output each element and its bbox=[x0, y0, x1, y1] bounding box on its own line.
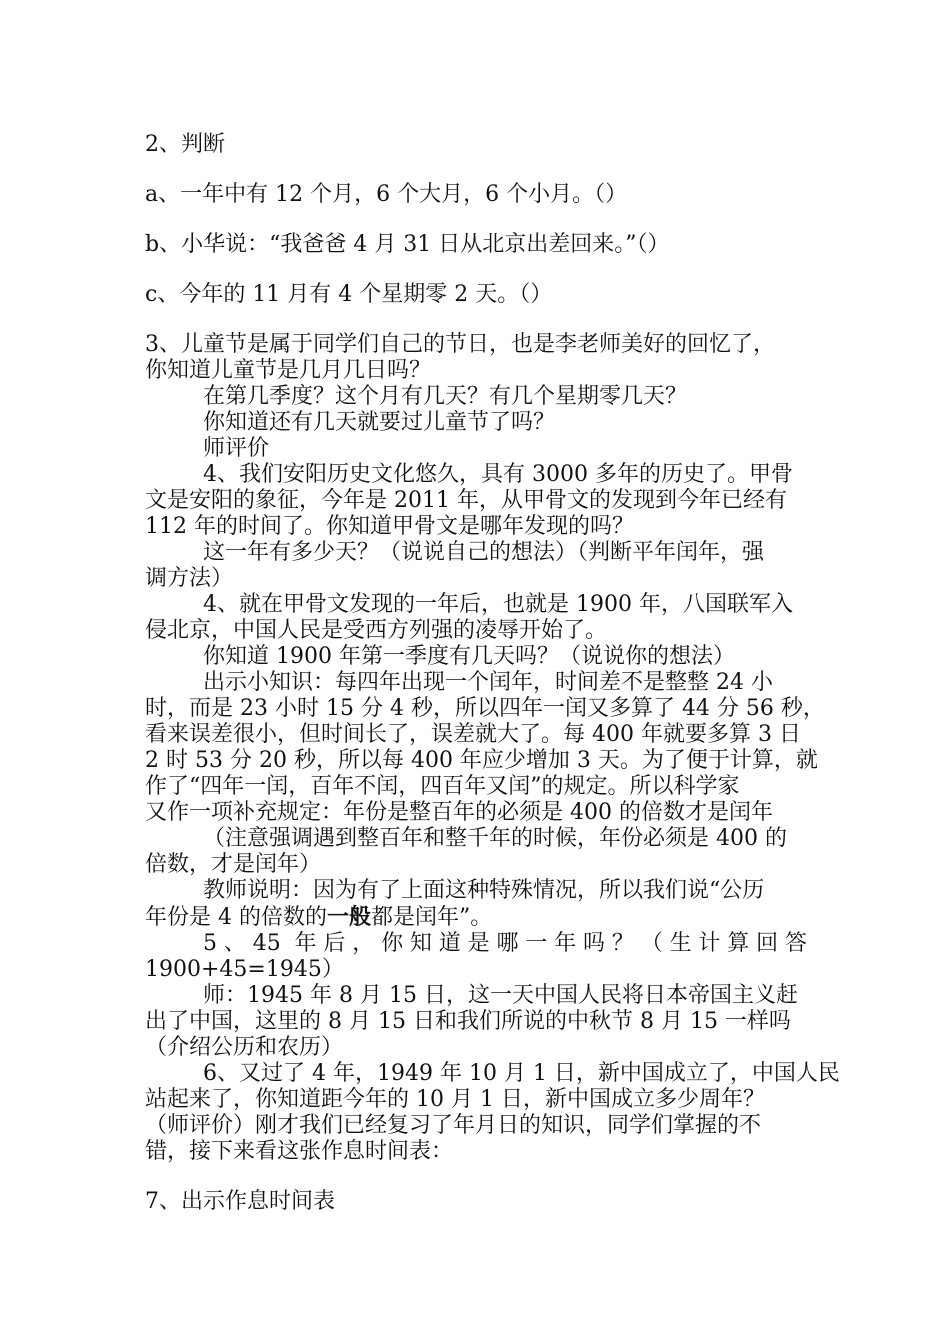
text-line: 倍数，才是闰年） bbox=[145, 852, 322, 877]
teacher-note bbox=[145, 436, 807, 462]
text-line: 作了“四年一闰，百年不闰，四百年又闰”的规定。所以科学家 bbox=[145, 774, 740, 799]
text-line: 站起来了，你知道距今年的 10 月 1 日，新中国成立多少周年？ bbox=[145, 1087, 765, 1112]
text-line: 时，而是 23 小时 15 分 4 秒，所以四年一闰又多算了 44 分 56 秒， bbox=[145, 696, 825, 721]
text-line: 3、儿童节是属于同学们自己的节日，也是李老师美好的回忆了， bbox=[145, 332, 775, 357]
judgement-item-a bbox=[145, 182, 807, 208]
text-line: 你知道 1900 年第一季度有几天吗？（说说你的想法） bbox=[203, 644, 735, 669]
text-line bbox=[145, 904, 807, 931]
leap-year-question-paragraph bbox=[145, 540, 807, 592]
text-line: 在第几季度？这个月有几天？有几个星期零几天？ bbox=[203, 384, 688, 409]
text-line: 4、就在甲骨文发现的一年后，也就是 1900 年，八国联军入 bbox=[203, 592, 793, 617]
text-line: 师：1945 年 8 月 15 日，这一天中国人民将日本帝国主义赶 bbox=[203, 983, 798, 1008]
text-line: a、一年中有 12 个月，6 个大月，6 个小月。（） bbox=[145, 182, 628, 207]
text-line: 4、我们安阳历史文化悠久，具有 3000 多年的历史了。甲骨 bbox=[203, 462, 793, 487]
section-5-paragraph bbox=[145, 931, 807, 983]
text-line: 7、出示作息时间表 bbox=[145, 1189, 335, 1214]
text-line: 错，接下来看这张作息时间表： bbox=[145, 1139, 454, 1164]
text-line: （注意强调遇到整百年和整千年的时候，年份必须是 400 的 bbox=[203, 826, 787, 851]
text-line: 这一年有多少天？（说说自己的想法）（判断平年闰年，强 bbox=[203, 540, 765, 565]
text-line: 112 年的时间了。你知道甲骨文是哪年发现的吗？ bbox=[145, 514, 634, 539]
text-line: 5、45 年后，你知道是哪一年吗？（生计算回答 bbox=[203, 931, 807, 956]
knowledge-paragraph bbox=[145, 670, 825, 826]
section-6-paragraph bbox=[145, 1061, 840, 1165]
text-line: 你知道还有几天就要过儿童节了吗？ bbox=[203, 410, 556, 435]
text-line: 出示小知识：每四年出现一个闰年，时间差不是整整 24 小 bbox=[203, 670, 773, 695]
section-7-heading bbox=[145, 1189, 807, 1215]
text-line: 1900+45=1945） bbox=[145, 957, 344, 982]
text-line: b、小华说：“我爸爸 4 月 31 日从北京出差回来。”（） bbox=[145, 232, 670, 257]
text-line: 调方法） bbox=[145, 566, 234, 591]
text-line: 师评价 bbox=[203, 436, 270, 461]
text-line: 教师说明：因为有了上面这种特殊情况，所以我们说“公历 bbox=[203, 878, 765, 903]
text-line: c、今年的 11 月有 4 个星期零 2 天。（） bbox=[145, 282, 553, 307]
text-line: 出了中国，这里的 8 月 15 日和我们所说的中秋节 8 月 15 一样吗 bbox=[145, 1009, 791, 1034]
judgement-item-c bbox=[145, 282, 807, 308]
text-line: 2 时 53 分 20 秒，所以每 400 年应少增加 3 天。为了便于计算，就 bbox=[145, 748, 818, 773]
text-line: 6、又过了 4 年，1949 年 10 月 1 日，新中国成立了，中国人民 bbox=[203, 1061, 840, 1086]
text-fragment: 年份是 4 的倍数的 bbox=[145, 905, 327, 930]
section-3-paragraph bbox=[145, 332, 807, 384]
text-line: （师评价）刚才我们已经复习了年月日的知识，同学们掌握的不 bbox=[145, 1113, 762, 1138]
text-line: 侵北京，中国人民是受西方列强的凌辱开始了。 bbox=[145, 618, 608, 643]
text-line: （介绍公历和农历） bbox=[145, 1035, 344, 1060]
teacher-explanation-paragraph bbox=[145, 878, 807, 931]
text-fragment: 都是闰年”。 bbox=[371, 905, 493, 930]
text-line: 2、判断 bbox=[145, 132, 225, 157]
text-line: 你知道儿童节是几月几日吗？ bbox=[145, 358, 432, 383]
section-4-1900-paragraph bbox=[145, 592, 807, 644]
text-line: 又作一项补充规定：年份是整百年的必须是 400 的倍数才是闰年 bbox=[145, 800, 773, 825]
first-quarter-question bbox=[145, 644, 807, 670]
question-line bbox=[145, 410, 807, 436]
bold-emphasis: 一般 bbox=[326, 904, 371, 930]
emphasis-paragraph bbox=[145, 826, 807, 878]
section-4-oracle-bone-paragraph bbox=[145, 462, 807, 540]
document-body bbox=[145, 132, 840, 1215]
section-2-heading bbox=[145, 132, 807, 158]
judgement-item-b bbox=[145, 232, 807, 258]
text-line: 看来误差很小，但时间长了，误差就大了。每 400 年就要多算 3 日 bbox=[145, 722, 801, 747]
text-line: 文是安阳的象征，今年是 2011 年，从甲骨文的发现到今年已经有 bbox=[145, 488, 787, 513]
teacher-1945-paragraph bbox=[145, 983, 807, 1061]
question-line bbox=[145, 384, 807, 410]
